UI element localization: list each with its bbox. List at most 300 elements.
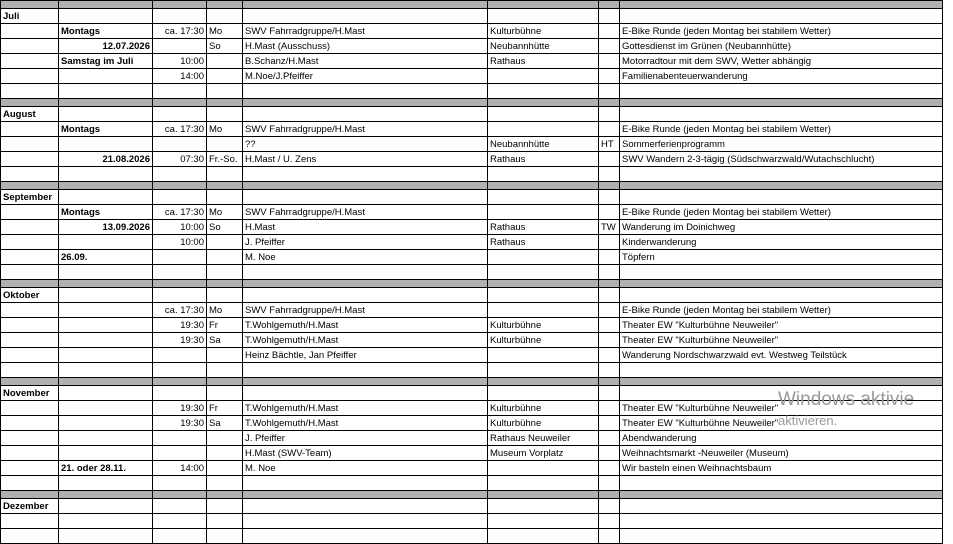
location-cell[interactable] [488, 250, 599, 265]
separator-cell [243, 1, 488, 9]
date-cell[interactable] [59, 333, 153, 348]
cell[interactable] [153, 363, 207, 378]
location-cell[interactable]: Rathaus [488, 54, 599, 69]
organizer-cell[interactable]: T.Wohlgemuth/H.Mast [243, 416, 488, 431]
cell[interactable] [207, 363, 243, 378]
time-cell[interactable]: ca. 17:30 [153, 24, 207, 39]
cell[interactable] [620, 499, 943, 514]
separator-cell [207, 491, 243, 499]
cell[interactable] [599, 288, 620, 303]
time-cell[interactable]: 19:30 [153, 401, 207, 416]
separator-row [1, 1, 943, 9]
code-cell[interactable] [599, 348, 620, 363]
cell[interactable] [1, 303, 59, 318]
separator-cell [243, 378, 488, 386]
code-cell[interactable] [599, 39, 620, 54]
separator-cell [488, 1, 599, 9]
time-cell[interactable] [153, 348, 207, 363]
code-cell[interactable] [599, 152, 620, 167]
cell[interactable] [59, 84, 153, 99]
code-cell[interactable] [599, 318, 620, 333]
weekday-cell[interactable] [207, 69, 243, 84]
cell[interactable] [1, 220, 59, 235]
cell[interactable] [59, 107, 153, 122]
weekday-cell[interactable] [207, 250, 243, 265]
cell[interactable] [243, 386, 488, 401]
month-name[interactable]: Dezember [1, 499, 59, 514]
cell[interactable] [620, 265, 943, 280]
cell[interactable] [59, 499, 153, 514]
time-cell[interactable]: 14:00 [153, 461, 207, 476]
location-cell[interactable]: Kulturbühne [488, 333, 599, 348]
cell[interactable] [1, 24, 59, 39]
cell[interactable] [59, 288, 153, 303]
date-cell[interactable]: Montags [59, 205, 153, 220]
table-row [1, 152, 943, 167]
cell[interactable] [1, 137, 59, 152]
weekday-cell[interactable] [207, 431, 243, 446]
time-cell[interactable]: ca. 17:30 [153, 122, 207, 137]
separator-cell [1, 99, 59, 107]
date-cell[interactable] [59, 446, 153, 461]
organizer-cell[interactable]: B.Schanz/H.Mast [243, 54, 488, 69]
weekday-cell[interactable]: Sa [207, 416, 243, 431]
cell[interactable] [1, 250, 59, 265]
organizer-cell[interactable]: T.Wohlgemuth/H.Mast [243, 333, 488, 348]
location-cell[interactable] [488, 348, 599, 363]
cell[interactable] [243, 363, 488, 378]
weekday-cell[interactable] [207, 235, 243, 250]
cell[interactable] [243, 476, 488, 491]
cell[interactable] [207, 476, 243, 491]
event-cell[interactable]: E-Bike Runde (jeden Montag bei stabilem Wetter) [620, 205, 943, 220]
event-cell[interactable]: Theater EW "Kulturbühne Neuweiler" [620, 401, 943, 416]
cell[interactable] [599, 265, 620, 280]
cell[interactable] [59, 265, 153, 280]
organizer-cell[interactable]: Heinz Bächtle, Jan Pfeiffer [243, 348, 488, 363]
organizer-cell[interactable]: ?? [243, 137, 488, 152]
event-cell[interactable]: Wanderung im Doinichweg [620, 220, 943, 235]
code-cell[interactable] [599, 461, 620, 476]
cell[interactable] [1, 461, 59, 476]
table-row [1, 446, 943, 461]
empty-row [1, 265, 943, 280]
separator-row [1, 280, 943, 288]
event-cell[interactable]: Motorradtour mit dem SWV, Wetter abhängig [620, 54, 943, 69]
date-cell[interactable]: 12.07.2026 [59, 39, 153, 54]
cell[interactable] [1, 446, 59, 461]
month-name[interactable]: Oktober [1, 288, 59, 303]
cell[interactable] [1, 476, 59, 491]
cell[interactable] [1, 122, 59, 137]
table-row [1, 333, 943, 348]
cell[interactable] [620, 363, 943, 378]
cell[interactable] [599, 167, 620, 182]
cell[interactable] [620, 9, 943, 24]
cell[interactable] [153, 190, 207, 205]
event-cell[interactable]: E-Bike Runde (jeden Montag bei stabilem Wetter) [620, 303, 943, 318]
cell[interactable] [243, 499, 488, 514]
cell[interactable] [488, 476, 599, 491]
event-cell[interactable]: Weihnachtsmarkt -Neuweiler (Museum) [620, 446, 943, 461]
table-row [1, 303, 943, 318]
location-cell[interactable]: Rathaus [488, 220, 599, 235]
weekday-cell[interactable]: Mo [207, 122, 243, 137]
cell[interactable] [59, 167, 153, 182]
cell[interactable] [1, 401, 59, 416]
event-cell[interactable]: Sommerferienprogramm [620, 137, 943, 152]
cell[interactable] [1, 235, 59, 250]
watermark-line-3: aktivieren. [778, 413, 838, 428]
code-cell[interactable] [599, 401, 620, 416]
code-cell[interactable] [599, 416, 620, 431]
cell[interactable] [620, 84, 943, 99]
time-cell[interactable]: 19:30 [153, 318, 207, 333]
weekday-cell[interactable]: Sa [207, 333, 243, 348]
cell[interactable] [59, 514, 153, 529]
date-cell[interactable]: Samstag im Juli [59, 54, 153, 69]
time-cell[interactable] [153, 446, 207, 461]
cell[interactable] [207, 288, 243, 303]
cell[interactable] [59, 529, 153, 544]
time-cell[interactable]: 14:00 [153, 69, 207, 84]
event-cell[interactable]: E-Bike Runde (jeden Montag bei stabilem Wetter) [620, 122, 943, 137]
month-header-row [1, 9, 943, 24]
empty-row [1, 529, 943, 544]
cell[interactable] [153, 288, 207, 303]
location-cell[interactable]: Rathaus [488, 152, 599, 167]
weekday-cell[interactable] [207, 54, 243, 69]
location-cell[interactable] [488, 205, 599, 220]
event-cell[interactable]: SWV Wandern 2-3-tägig (Südschwarzwald/Wutachschlucht) [620, 152, 943, 167]
weekday-cell[interactable] [207, 446, 243, 461]
time-cell[interactable]: 19:30 [153, 416, 207, 431]
code-cell[interactable] [599, 122, 620, 137]
cell[interactable] [243, 84, 488, 99]
date-cell[interactable]: 21. oder 28.11. [59, 461, 153, 476]
cell[interactable] [1, 54, 59, 69]
date-cell[interactable] [59, 137, 153, 152]
cell[interactable] [243, 265, 488, 280]
organizer-cell[interactable]: H.Mast [243, 220, 488, 235]
cell[interactable] [153, 9, 207, 24]
cell[interactable] [59, 363, 153, 378]
month-name[interactable]: November [1, 386, 59, 401]
time-cell[interactable]: ca. 17:30 [153, 205, 207, 220]
date-cell[interactable] [59, 401, 153, 416]
time-cell[interactable] [153, 250, 207, 265]
table-row [1, 235, 943, 250]
cell[interactable] [599, 529, 620, 544]
separator-cell [207, 182, 243, 190]
cell[interactable] [207, 84, 243, 99]
cell[interactable] [620, 288, 943, 303]
cell[interactable] [599, 514, 620, 529]
cell[interactable] [620, 476, 943, 491]
cell[interactable] [59, 190, 153, 205]
weekday-cell[interactable] [207, 348, 243, 363]
month-header-row [1, 190, 943, 205]
cell[interactable] [488, 529, 599, 544]
code-cell[interactable] [599, 69, 620, 84]
cell[interactable] [1, 318, 59, 333]
cell[interactable] [1, 69, 59, 84]
cell[interactable] [599, 9, 620, 24]
cell[interactable] [59, 476, 153, 491]
date-cell[interactable] [59, 416, 153, 431]
location-cell[interactable]: Museum Vorplatz [488, 446, 599, 461]
organizer-cell[interactable]: M. Noe [243, 250, 488, 265]
code-cell[interactable] [599, 235, 620, 250]
event-cell[interactable]: Kinderwanderung [620, 235, 943, 250]
table-row [1, 318, 943, 333]
separator-cell [59, 378, 153, 386]
cell[interactable] [153, 167, 207, 182]
weekday-cell[interactable]: So [207, 220, 243, 235]
location-cell[interactable] [488, 303, 599, 318]
code-cell[interactable] [599, 205, 620, 220]
time-cell[interactable]: 10:00 [153, 235, 207, 250]
cell[interactable] [243, 288, 488, 303]
code-cell[interactable]: TW [599, 220, 620, 235]
date-cell[interactable] [59, 318, 153, 333]
separator-cell [153, 1, 207, 9]
cell[interactable] [207, 514, 243, 529]
date-cell[interactable]: 26.09. [59, 250, 153, 265]
code-cell[interactable] [599, 303, 620, 318]
cell[interactable] [488, 167, 599, 182]
organizer-cell[interactable]: M.Noe/J.Pfeiffer [243, 69, 488, 84]
month-name[interactable]: September [1, 190, 59, 205]
code-cell[interactable] [599, 446, 620, 461]
cell[interactable] [1, 205, 59, 220]
month-header-row [1, 288, 943, 303]
location-cell[interactable]: Neubannhütte [488, 39, 599, 54]
location-cell[interactable] [488, 461, 599, 476]
date-cell[interactable] [59, 431, 153, 446]
separator-cell [207, 280, 243, 288]
location-cell[interactable]: Neubannhütte [488, 137, 599, 152]
cell[interactable] [207, 499, 243, 514]
time-cell[interactable] [153, 39, 207, 54]
cell[interactable] [207, 386, 243, 401]
table-row [1, 39, 943, 54]
weekday-cell[interactable]: Fr.-So. [207, 152, 243, 167]
organizer-cell[interactable]: J. Pfeiffer [243, 235, 488, 250]
cell[interactable] [620, 107, 943, 122]
organizer-cell[interactable]: H.Mast (Ausschuss) [243, 39, 488, 54]
time-cell[interactable] [153, 431, 207, 446]
month-name[interactable]: Juli [1, 9, 59, 24]
cell[interactable] [153, 529, 207, 544]
cell[interactable] [59, 9, 153, 24]
cell[interactable] [153, 499, 207, 514]
cell[interactable] [1, 84, 59, 99]
cell[interactable] [599, 499, 620, 514]
cell[interactable] [599, 107, 620, 122]
date-cell[interactable] [59, 348, 153, 363]
cell[interactable] [153, 84, 207, 99]
weekday-cell[interactable] [207, 461, 243, 476]
event-cell[interactable]: Abendwanderung [620, 431, 943, 446]
cell[interactable] [207, 107, 243, 122]
cell[interactable] [1, 514, 59, 529]
date-cell[interactable] [59, 235, 153, 250]
cell[interactable] [1, 167, 59, 182]
cell[interactable] [1, 39, 59, 54]
cell[interactable] [207, 9, 243, 24]
location-cell[interactable] [488, 69, 599, 84]
date-cell[interactable] [59, 69, 153, 84]
date-cell[interactable] [59, 303, 153, 318]
code-cell[interactable] [599, 24, 620, 39]
month-header-row [1, 499, 943, 514]
cell[interactable] [620, 190, 943, 205]
cell[interactable] [1, 416, 59, 431]
cell[interactable] [620, 514, 943, 529]
code-cell[interactable] [599, 333, 620, 348]
cell[interactable] [243, 107, 488, 122]
cell[interactable] [1, 363, 59, 378]
location-cell[interactable]: Kulturbühne [488, 416, 599, 431]
cell[interactable] [599, 363, 620, 378]
organizer-cell[interactable]: M. Noe [243, 461, 488, 476]
organizer-cell[interactable]: SWV Fahrradgruppe/H.Mast [243, 303, 488, 318]
date-cell[interactable]: Montags [59, 122, 153, 137]
location-cell[interactable]: Rathaus [488, 235, 599, 250]
cell[interactable] [488, 84, 599, 99]
organizer-cell[interactable]: H.Mast / U. Zens [243, 152, 488, 167]
organizer-cell[interactable]: SWV Fahrradgruppe/H.Mast [243, 205, 488, 220]
cell[interactable] [599, 190, 620, 205]
separator-cell [243, 182, 488, 190]
separator-cell [243, 99, 488, 107]
cell[interactable] [207, 529, 243, 544]
event-cell[interactable]: Theater EW "Kulturbühne Neuweiler" [620, 333, 943, 348]
separator-cell [599, 491, 620, 499]
cell[interactable] [488, 190, 599, 205]
separator-cell [1, 182, 59, 190]
weekday-cell[interactable]: Mo [207, 303, 243, 318]
cell[interactable] [620, 529, 943, 544]
separator-row [1, 378, 943, 386]
cell[interactable] [599, 476, 620, 491]
cell[interactable] [488, 288, 599, 303]
cell[interactable] [488, 499, 599, 514]
code-cell[interactable] [599, 431, 620, 446]
cell[interactable] [207, 190, 243, 205]
cell[interactable] [243, 529, 488, 544]
empty-row [1, 363, 943, 378]
cell[interactable] [488, 514, 599, 529]
event-cell[interactable]: E-Bike Runde (jeden Montag bei stabilem Wetter) [620, 24, 943, 39]
time-cell[interactable]: 10:00 [153, 220, 207, 235]
separator-cell [488, 280, 599, 288]
time-cell[interactable]: 10:00 [153, 54, 207, 69]
cell[interactable] [243, 514, 488, 529]
cell[interactable] [488, 107, 599, 122]
event-cell[interactable]: Theater EW "Kulturbühne Neuweiler" [620, 318, 943, 333]
separator-row [1, 182, 943, 190]
cell[interactable] [1, 431, 59, 446]
date-cell[interactable]: 21.08.2026 [59, 152, 153, 167]
cell[interactable] [488, 386, 599, 401]
organizer-cell[interactable]: J. Pfeiffer [243, 431, 488, 446]
cell[interactable] [243, 190, 488, 205]
weekday-cell[interactable]: Fr [207, 318, 243, 333]
cell[interactable] [1, 348, 59, 363]
cell[interactable] [153, 107, 207, 122]
cell[interactable] [488, 9, 599, 24]
weekday-cell[interactable]: Mo [207, 205, 243, 220]
cell[interactable] [1, 333, 59, 348]
date-cell[interactable]: Montags [59, 24, 153, 39]
time-cell[interactable]: ca. 17:30 [153, 303, 207, 318]
event-cell[interactable]: Familienabenteuerwanderung [620, 69, 943, 84]
cell[interactable] [1, 529, 59, 544]
separator-cell [620, 1, 943, 9]
organizer-cell[interactable]: SWV Fahrradgruppe/H.Mast [243, 122, 488, 137]
location-cell[interactable]: Kulturbühne [488, 318, 599, 333]
month-name[interactable]: August [1, 107, 59, 122]
separator-cell [207, 1, 243, 9]
event-cell[interactable]: Wir basteln einen Weihnachtsbaum [620, 461, 943, 476]
code-cell[interactable]: HT [599, 137, 620, 152]
event-cell[interactable]: Wanderung Nordschwarzwald evt. Westweg Teilstück [620, 348, 943, 363]
event-cell[interactable]: Theater EW "Kulturbühne Neuweiler" [620, 416, 943, 431]
code-cell[interactable] [599, 250, 620, 265]
location-cell[interactable]: Kulturbühne [488, 24, 599, 39]
cell[interactable] [599, 386, 620, 401]
location-cell[interactable]: Kulturbühne [488, 401, 599, 416]
code-cell[interactable] [599, 54, 620, 69]
location-cell[interactable] [488, 122, 599, 137]
cell[interactable] [243, 167, 488, 182]
cell[interactable] [488, 363, 599, 378]
event-cell[interactable]: Gottesdienst im Grünen (Neubannhütte) [620, 39, 943, 54]
location-cell[interactable]: Rathaus Neuweiler [488, 431, 599, 446]
table-row [1, 69, 943, 84]
cell[interactable] [207, 167, 243, 182]
organizer-cell[interactable]: H.Mast (SWV-Team) [243, 446, 488, 461]
cell[interactable] [488, 265, 599, 280]
cell[interactable] [153, 265, 207, 280]
organizer-cell[interactable]: T.Wohlgemuth/H.Mast [243, 401, 488, 416]
time-cell[interactable]: 07:30 [153, 152, 207, 167]
cell[interactable] [207, 265, 243, 280]
event-cell[interactable]: Töpfern [620, 250, 943, 265]
cell[interactable] [153, 514, 207, 529]
cell[interactable] [153, 386, 207, 401]
organizer-cell[interactable]: T.Wohlgemuth/H.Mast [243, 318, 488, 333]
cell[interactable] [1, 152, 59, 167]
cell[interactable] [59, 386, 153, 401]
cell[interactable] [599, 84, 620, 99]
date-cell[interactable]: 13.09.2026 [59, 220, 153, 235]
weekday-cell[interactable] [207, 137, 243, 152]
separator-cell [153, 378, 207, 386]
cell[interactable] [153, 476, 207, 491]
time-cell[interactable] [153, 137, 207, 152]
organizer-cell[interactable]: SWV Fahrradgruppe/H.Mast [243, 24, 488, 39]
cell[interactable] [243, 9, 488, 24]
weekday-cell[interactable]: So [207, 39, 243, 54]
weekday-cell[interactable]: Mo [207, 24, 243, 39]
weekday-cell[interactable]: Fr [207, 401, 243, 416]
time-cell[interactable]: 19:30 [153, 333, 207, 348]
cell[interactable] [620, 167, 943, 182]
cell[interactable] [1, 265, 59, 280]
